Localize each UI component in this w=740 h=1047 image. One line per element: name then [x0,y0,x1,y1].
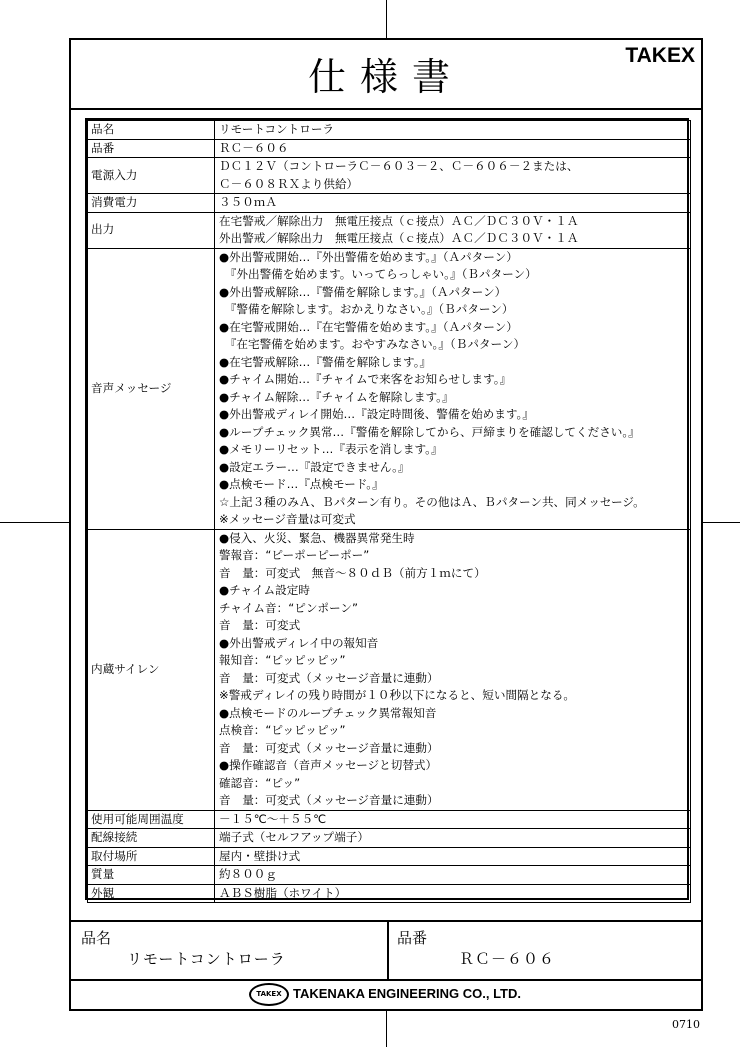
spec-row [88,884,691,903]
spec-value-line: 外出警戒／解除出力 無電圧接点（ｃ接点）ＡＣ／ＤＣ３０Ｖ・１Ａ [219,231,579,245]
spec-label: 出力 [88,212,215,248]
spec-value-line: 屋内・壁掛け式 [219,848,301,863]
spec-value [215,194,691,213]
spec-table [87,120,691,903]
spec-value-line: ●設定エラー…『設定できません。』 [219,459,410,474]
spec-value-line: 音 量：可変式 [219,618,301,632]
document-code: 0710 [672,1018,700,1031]
spec-value-line: ※メッセージ音量は可変式 [219,512,356,526]
spec-label: 使用可能周囲温度 [88,810,215,829]
spec-label: 品番 [88,139,215,158]
crop-mark-top [386,0,387,38]
spec-value-line: チャイム音：“ピンポーン” [219,600,358,615]
spec-value-line: 音 量：可変式（メッセージ音量に連動） [219,740,439,755]
brand-logo: TAKEX [625,44,695,67]
spec-row [88,139,691,158]
spec-value-line: 『在宅警備を始めます。おやすみなさい。』（Ｂパターン） [219,337,526,351]
spec-value-line: 確認音：“ピッ” [219,775,301,790]
spec-row [88,212,691,248]
spec-value-line: 約８００ｇ [219,867,277,881]
spec-label: 音声メッセージ [88,248,215,529]
company-footer [71,979,701,1011]
spec-row [88,194,691,213]
spec-value-line: －１５℃～＋５５℃ [219,811,327,826]
spec-value [215,529,691,810]
spec-value [215,884,691,903]
product-name-value: リモートコントローラ [127,950,286,968]
spec-value-line: ●チャイム設定時 [219,583,310,597]
spec-value-line: ●侵入、火災、緊急、機器異常発生時 [219,530,415,545]
spec-label: 質量 [88,866,215,885]
spec-value-line: ☆上記３種のみＡ、Ｂパターン有り。その他はＡ、Ｂパターン共、同メッセージ。 [219,494,645,509]
spec-value-line: 警報音：“ピーポーピーポー” [219,548,370,562]
spec-label: 消費電力 [88,194,215,213]
spec-value-line: ３５０ｍＡ [219,195,277,209]
spec-value-line: ●在宅警戒解除…『警備を解除します。』 [219,354,432,369]
spec-value-line: ●メモリーリセット…『表示を消します。』 [219,442,443,456]
spec-value-line: 音 量：可変式（メッセージ音量に連動） [219,670,439,685]
spec-label: 取付場所 [88,847,215,866]
spec-value-line: ●チャイム開始…『チャイムで来客をお知らせします。』 [219,372,512,386]
spec-label: 外観 [88,884,215,903]
spec-value-line: 音 量：可変式（メッセージ音量に連動） [219,793,439,807]
spec-value-line: ●チャイム解除…『チャイムを解除します。』 [219,389,454,404]
spec-value-line: 『警備を解除します。おかえりなさい。』（Ｂパターン） [219,302,514,316]
spec-value [215,158,691,194]
spec-row [88,248,691,529]
spec-value [215,810,691,829]
spec-value-line: 音 量：可変式 無音～８０ｄＢ（前方１ｍにて） [219,565,486,580]
spec-label: 配線接続 [88,829,215,848]
spec-value-line: ＲＣ－６０６ [219,140,289,155]
spec-label: 電源入力 [88,158,215,194]
product-name-label: 品名 [81,929,112,947]
spec-value-line: ＡＢＳ樹脂（ホワイト） [219,885,347,900]
spec-value-line: ●点検モード…『点検モード。』 [219,477,384,491]
takex-oval-logo: TAKEX [249,983,289,1006]
spec-value [215,139,691,158]
product-number-label: 品番 [397,929,428,947]
spec-value-line: 『外出警備を始めます。いってらっしゃい。』（Ｂパターン） [219,267,537,281]
spec-value-line: ●外出警戒ディレイ開始…『設定時間後、警備を始めます。』 [219,407,534,421]
spec-value-line: Ｃ－６０８ＲＸより供給） [219,176,359,191]
company-name: TAKENAKA ENGINEERING CO., LTD. [293,986,521,1001]
spec-value-line: ※警戒ディレイの残り時間が１０秒以下になると、短い間隔となる。 [219,688,576,702]
crop-mark-right [703,522,740,523]
spec-value [215,866,691,885]
spec-row [88,829,691,848]
page-title: 仕様書 [307,55,464,99]
product-info-bar [71,920,701,981]
spec-value [215,248,691,529]
spec-value [215,847,691,866]
spec-value [215,829,691,848]
spec-row [88,121,691,140]
spec-value-line: ●外出警戒開始…『外出警備を始めます。』（Ａパターン） [219,249,518,264]
spec-value-line: ●ループチェック異常…『警備を解除してから、戸締まりを確認してください。』 [219,424,640,439]
spec-value-line: 在宅警戒／解除出力 無電圧接点（ｃ接点）ＡＣ／ＤＣ３０Ｖ・１Ａ [219,213,579,228]
divider [387,922,389,979]
spec-value [215,121,691,140]
spec-value-line: ●在宅警戒開始…『在宅警備を始めます。』（Ａパターン） [219,319,518,334]
crop-mark-bottom [386,1011,387,1047]
crop-mark-left [0,522,69,523]
spec-value-line: 報知音：“ピッピッピッ” [219,653,346,667]
spec-row [88,866,691,885]
spec-row [88,810,691,829]
spec-value-line: ●外出警戒解除…『警備を解除します。』（Ａパターン） [219,284,507,299]
spec-row [88,529,691,810]
spec-sheet-frame [69,38,703,1011]
spec-value-line: リモートコントローラ [219,122,335,136]
spec-label: 内蔵サイレン [88,529,215,810]
spec-row [88,158,691,194]
header [71,40,701,110]
spec-value-line: ●点検モードのループチェック異常報知音 [219,705,437,720]
spec-value-line: ●操作確認音（音声メッセージと切替式） [219,758,438,772]
spec-value [215,212,691,248]
product-number-value: ＲＣ－６０６ [459,950,556,968]
spec-value-line: 端子式（セルフアップ端子） [219,830,369,844]
spec-row [88,847,691,866]
spec-value-line: ●外出警戒ディレイ中の報知音 [219,635,379,650]
spec-value-line: ＤＣ１２Ｖ（コントローラＣ－６０３－２、Ｃ－６０６－２または、 [219,159,579,173]
spec-label: 品名 [88,121,215,140]
spec-value-line: 点検音：“ピッピッピッ” [219,723,346,737]
